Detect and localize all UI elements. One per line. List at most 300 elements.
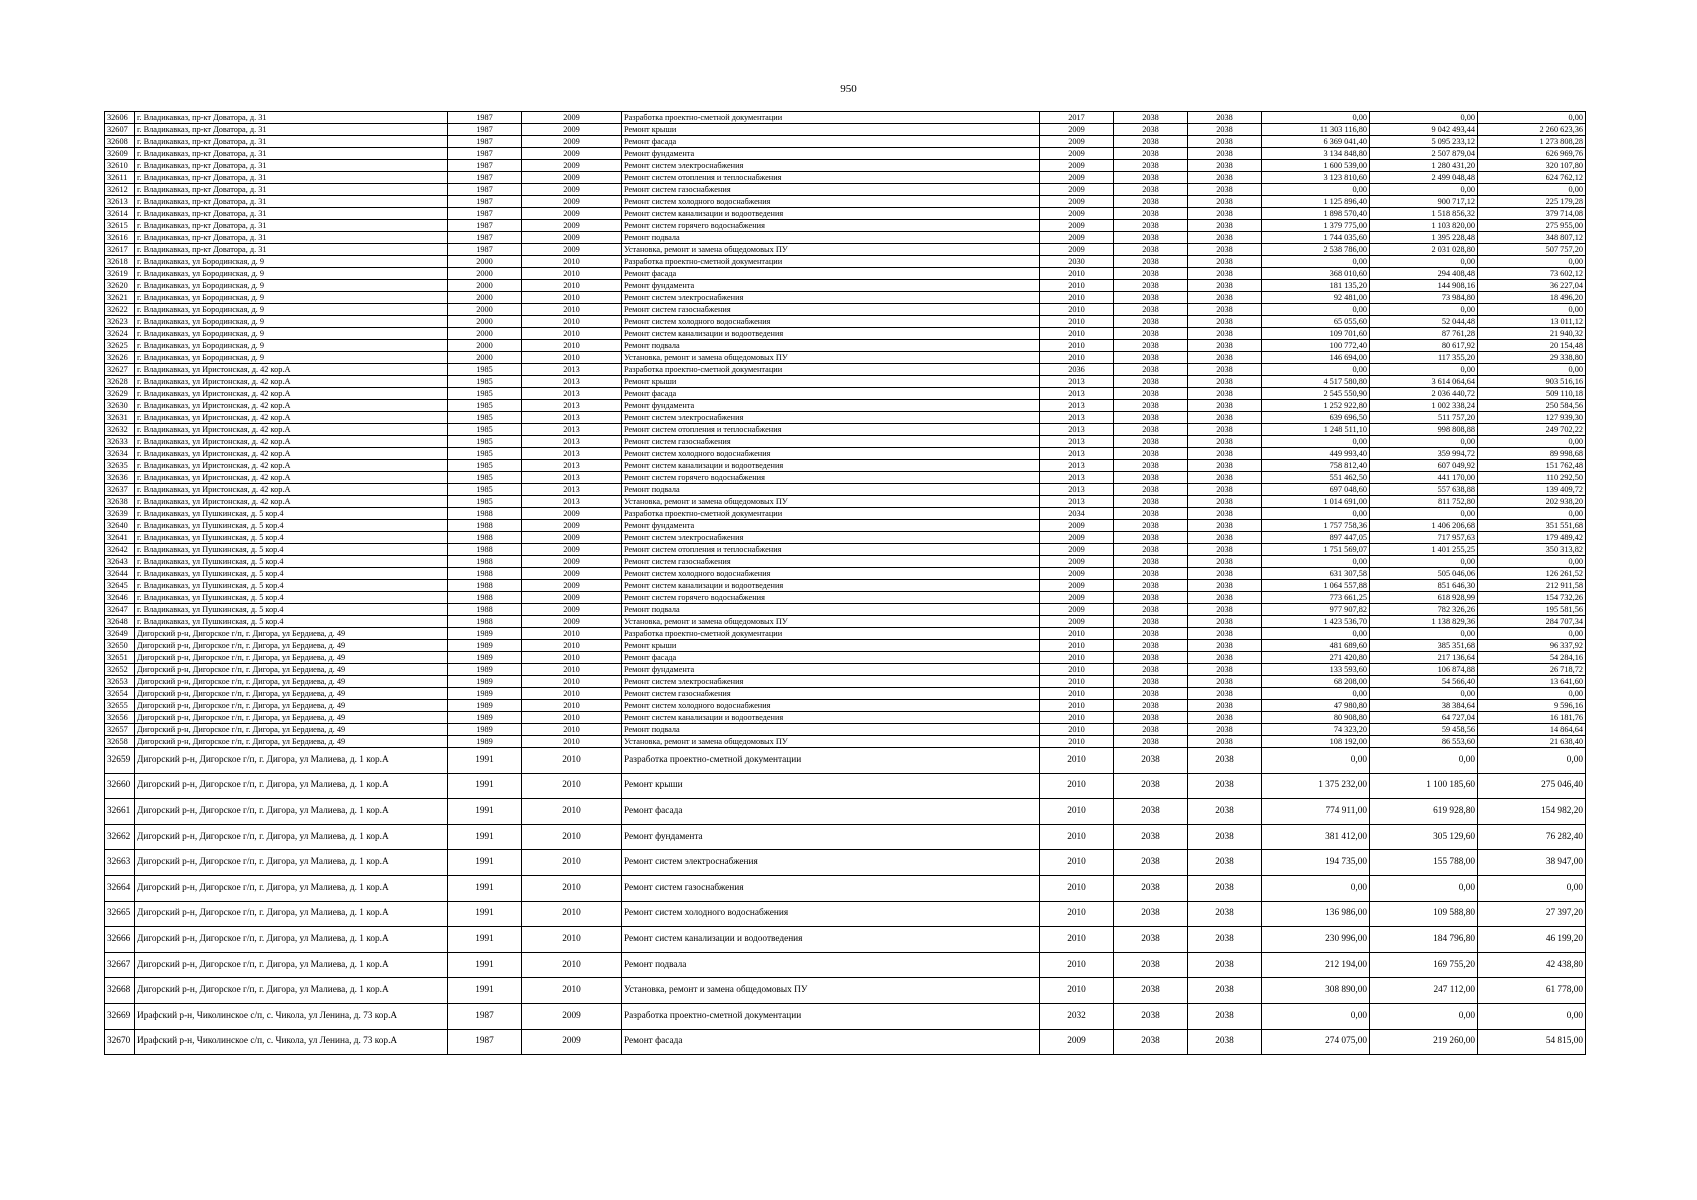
plan-year-mid-cell: 2038	[1114, 799, 1188, 825]
fund-amount-cell: 80 617,92	[1370, 340, 1478, 352]
table-row	[105, 412, 1586, 424]
work-type-cell: Ремонт подвала	[622, 724, 1040, 736]
total-cost-cell: 212 194,00	[1262, 952, 1370, 978]
total-cost-cell: 68 208,00	[1262, 676, 1370, 688]
build-year-cell: 1985	[448, 448, 522, 460]
work-type-cell: Ремонт фундамента	[622, 520, 1040, 532]
work-type-cell: Ремонт систем газоснабжения	[622, 436, 1040, 448]
table-row	[105, 112, 1586, 124]
plan-year-end-cell: 2038	[1188, 376, 1262, 388]
row-id-cell: 32658	[105, 736, 135, 748]
table-body	[105, 112, 1586, 1055]
build-year-cell: 1987	[448, 232, 522, 244]
last-repair-year-cell: 2010	[522, 724, 622, 736]
plan-year-mid-cell: 2038	[1114, 712, 1188, 724]
plan-year-mid-cell: 2038	[1114, 978, 1188, 1004]
owner-amount-cell: 350 313,82	[1478, 544, 1586, 556]
plan-year-start-cell: 2009	[1040, 184, 1114, 196]
plan-year-start-cell: 2009	[1040, 1029, 1114, 1055]
plan-year-start-cell: 2010	[1040, 676, 1114, 688]
plan-year-start-cell: 2013	[1040, 400, 1114, 412]
build-year-cell: 1987	[448, 124, 522, 136]
plan-year-mid-cell: 2038	[1114, 952, 1188, 978]
last-repair-year-cell: 2009	[522, 544, 622, 556]
plan-year-end-cell: 2038	[1188, 712, 1262, 724]
plan-year-start-cell: 2010	[1040, 304, 1114, 316]
owner-amount-cell: 212 911,58	[1478, 580, 1586, 592]
plan-year-start-cell: 2010	[1040, 640, 1114, 652]
plan-year-end-cell: 2038	[1188, 520, 1262, 532]
plan-year-end-cell: 2038	[1188, 112, 1262, 124]
total-cost-cell: 1 757 758,36	[1262, 520, 1370, 532]
fund-amount-cell: 9 042 493,44	[1370, 124, 1478, 136]
fund-amount-cell: 1 002 338,24	[1370, 400, 1478, 412]
row-id-cell: 32609	[105, 148, 135, 160]
table-row	[105, 628, 1586, 640]
table-row	[105, 244, 1586, 256]
last-repair-year-cell: 2009	[522, 1003, 622, 1029]
total-cost-cell: 897 447,05	[1262, 532, 1370, 544]
table-row	[105, 292, 1586, 304]
owner-amount-cell: 179 489,42	[1478, 532, 1586, 544]
fund-amount-cell: 1 406 206,68	[1370, 520, 1478, 532]
table-row	[105, 340, 1586, 352]
address-cell: г. Владикавказ, пр-кт Доватора, д. 31	[135, 112, 448, 124]
total-cost-cell: 2 545 550,90	[1262, 388, 1370, 400]
build-year-cell: 1988	[448, 604, 522, 616]
total-cost-cell: 551 462,50	[1262, 472, 1370, 484]
row-id-cell: 32641	[105, 532, 135, 544]
plan-year-mid-cell: 2038	[1114, 664, 1188, 676]
table-row	[105, 688, 1586, 700]
row-id-cell: 32647	[105, 604, 135, 616]
last-repair-year-cell: 2013	[522, 484, 622, 496]
plan-year-end-cell: 2038	[1188, 664, 1262, 676]
plan-year-mid-cell: 2038	[1114, 544, 1188, 556]
plan-year-mid-cell: 2038	[1114, 376, 1188, 388]
row-id-cell: 32629	[105, 388, 135, 400]
build-year-cell: 1988	[448, 580, 522, 592]
work-type-cell: Ремонт крыши	[622, 640, 1040, 652]
owner-amount-cell: 379 714,08	[1478, 208, 1586, 220]
address-cell: г. Владикавказ, ул Пушкинская, д. 5 кор.4	[135, 580, 448, 592]
last-repair-year-cell: 2010	[522, 256, 622, 268]
plan-year-mid-cell: 2038	[1114, 508, 1188, 520]
plan-year-end-cell: 2038	[1188, 748, 1262, 774]
last-repair-year-cell: 2010	[522, 773, 622, 799]
row-id-cell: 32644	[105, 568, 135, 580]
build-year-cell: 1991	[448, 978, 522, 1004]
row-id-cell: 32635	[105, 460, 135, 472]
build-year-cell: 1985	[448, 364, 522, 376]
owner-amount-cell: 509 110,18	[1478, 388, 1586, 400]
table-row	[105, 256, 1586, 268]
plan-year-mid-cell: 2038	[1114, 244, 1188, 256]
plan-year-mid-cell: 2038	[1114, 148, 1188, 160]
row-id-cell: 32620	[105, 280, 135, 292]
address-cell: г. Владикавказ, ул Иристонская, д. 42 кор.А	[135, 496, 448, 508]
table-row	[105, 978, 1586, 1004]
total-cost-cell: 92 481,00	[1262, 292, 1370, 304]
fund-amount-cell: 59 458,56	[1370, 724, 1478, 736]
plan-year-mid-cell: 2038	[1114, 364, 1188, 376]
last-repair-year-cell: 2013	[522, 424, 622, 436]
address-cell: г. Владикавказ, ул Бородинская, д. 9	[135, 280, 448, 292]
owner-amount-cell: 0,00	[1478, 184, 1586, 196]
plan-year-mid-cell: 2038	[1114, 256, 1188, 268]
table-row	[105, 676, 1586, 688]
owner-amount-cell: 127 939,30	[1478, 412, 1586, 424]
work-type-cell: Ремонт систем газоснабжения	[622, 184, 1040, 196]
address-cell: г. Владикавказ, ул Пушкинская, д. 5 кор.4	[135, 604, 448, 616]
owner-amount-cell: 18 496,20	[1478, 292, 1586, 304]
plan-year-end-cell: 2038	[1188, 628, 1262, 640]
owner-amount-cell: 21 638,40	[1478, 736, 1586, 748]
plan-year-end-cell: 2038	[1188, 592, 1262, 604]
plan-year-mid-cell: 2038	[1114, 724, 1188, 736]
owner-amount-cell: 195 581,56	[1478, 604, 1586, 616]
plan-year-mid-cell: 2038	[1114, 580, 1188, 592]
plan-year-end-cell: 2038	[1188, 232, 1262, 244]
fund-amount-cell: 0,00	[1370, 256, 1478, 268]
plan-year-end-cell: 2038	[1188, 508, 1262, 520]
address-cell: г. Владикавказ, ул Бородинская, д. 9	[135, 352, 448, 364]
address-cell: г. Владикавказ, пр-кт Доватора, д. 31	[135, 208, 448, 220]
plan-year-mid-cell: 2038	[1114, 532, 1188, 544]
owner-amount-cell: 0,00	[1478, 304, 1586, 316]
plan-year-end-cell: 2038	[1188, 352, 1262, 364]
plan-year-mid-cell: 2038	[1114, 628, 1188, 640]
last-repair-year-cell: 2010	[522, 748, 622, 774]
fund-amount-cell: 217 136,64	[1370, 652, 1478, 664]
row-id-cell: 32637	[105, 484, 135, 496]
work-type-cell: Ремонт систем канализации и водоотведения	[622, 712, 1040, 724]
build-year-cell: 1989	[448, 652, 522, 664]
fund-amount-cell: 811 752,80	[1370, 496, 1478, 508]
address-cell: Дигорский р-н, Дигорское г/п, г. Дигора, ул Бердиева, д. 49	[135, 676, 448, 688]
work-type-cell: Ремонт систем холодного водоснабжения	[622, 316, 1040, 328]
build-year-cell: 1985	[448, 484, 522, 496]
fund-amount-cell: 2 507 879,04	[1370, 148, 1478, 160]
table-row	[105, 196, 1586, 208]
work-type-cell: Ремонт фундамента	[622, 664, 1040, 676]
total-cost-cell: 1 744 035,60	[1262, 232, 1370, 244]
work-type-cell: Ремонт систем газоснабжения	[622, 304, 1040, 316]
plan-year-end-cell: 2038	[1188, 1003, 1262, 1029]
table-row	[105, 208, 1586, 220]
row-id-cell: 32663	[105, 850, 135, 876]
work-type-cell: Разработка проектно-сметной документации	[622, 1003, 1040, 1029]
work-type-cell: Ремонт систем электроснабжения	[622, 292, 1040, 304]
build-year-cell: 1991	[448, 748, 522, 774]
plan-year-end-cell: 2038	[1188, 901, 1262, 927]
last-repair-year-cell: 2009	[522, 532, 622, 544]
table-row	[105, 664, 1586, 676]
row-id-cell: 32619	[105, 268, 135, 280]
table-row	[105, 952, 1586, 978]
plan-year-end-cell: 2038	[1188, 256, 1262, 268]
address-cell: г. Владикавказ, ул Пушкинская, д. 5 кор.4	[135, 544, 448, 556]
fund-amount-cell: 0,00	[1370, 112, 1478, 124]
table-row	[105, 352, 1586, 364]
address-cell: г. Владикавказ, пр-кт Доватора, д. 31	[135, 196, 448, 208]
fund-amount-cell: 717 957,63	[1370, 532, 1478, 544]
work-type-cell: Ремонт систем канализации и водоотведения	[622, 580, 1040, 592]
fund-amount-cell: 2 036 440,72	[1370, 388, 1478, 400]
row-id-cell: 32631	[105, 412, 135, 424]
plan-year-mid-cell: 2038	[1114, 196, 1188, 208]
build-year-cell: 2000	[448, 268, 522, 280]
fund-amount-cell: 557 638,88	[1370, 484, 1478, 496]
work-type-cell: Ремонт подвала	[622, 484, 1040, 496]
build-year-cell: 1985	[448, 376, 522, 388]
table-row	[105, 652, 1586, 664]
owner-amount-cell: 42 438,80	[1478, 952, 1586, 978]
plan-year-start-cell: 2009	[1040, 556, 1114, 568]
plan-year-mid-cell: 2038	[1114, 484, 1188, 496]
address-cell: г. Владикавказ, пр-кт Доватора, д. 31	[135, 172, 448, 184]
address-cell: г. Владикавказ, ул Бородинская, д. 9	[135, 292, 448, 304]
row-id-cell: 32657	[105, 724, 135, 736]
build-year-cell: 2000	[448, 280, 522, 292]
plan-year-end-cell: 2038	[1188, 952, 1262, 978]
table-row	[105, 1029, 1586, 1055]
plan-year-start-cell: 2009	[1040, 160, 1114, 172]
address-cell: г. Владикавказ, ул Иристонская, д. 42 кор.А	[135, 484, 448, 496]
owner-amount-cell: 249 702,22	[1478, 424, 1586, 436]
build-year-cell: 1989	[448, 688, 522, 700]
fund-amount-cell: 1 103 820,00	[1370, 220, 1478, 232]
address-cell: г. Владикавказ, ул Пушкинская, д. 5 кор.4	[135, 520, 448, 532]
build-year-cell: 1985	[448, 496, 522, 508]
last-repair-year-cell: 2009	[522, 580, 622, 592]
build-year-cell: 1987	[448, 112, 522, 124]
row-id-cell: 32640	[105, 520, 135, 532]
total-cost-cell: 0,00	[1262, 304, 1370, 316]
fund-amount-cell: 52 044,48	[1370, 316, 1478, 328]
row-id-cell: 32627	[105, 364, 135, 376]
plan-year-mid-cell: 2038	[1114, 184, 1188, 196]
last-repair-year-cell: 2009	[522, 604, 622, 616]
build-year-cell: 1987	[448, 1029, 522, 1055]
owner-amount-cell: 0,00	[1478, 556, 1586, 568]
fund-amount-cell: 1 518 856,32	[1370, 208, 1478, 220]
table-row	[105, 736, 1586, 748]
table-row	[105, 532, 1586, 544]
plan-year-end-cell: 2038	[1188, 640, 1262, 652]
plan-year-mid-cell: 2038	[1114, 700, 1188, 712]
plan-year-start-cell: 2009	[1040, 592, 1114, 604]
owner-amount-cell: 202 938,20	[1478, 496, 1586, 508]
work-type-cell: Установка, ремонт и замена общедомовых ПУ	[622, 978, 1040, 1004]
build-year-cell: 1989	[448, 640, 522, 652]
total-cost-cell: 80 908,80	[1262, 712, 1370, 724]
plan-year-mid-cell: 2038	[1114, 736, 1188, 748]
last-repair-year-cell: 2010	[522, 628, 622, 640]
work-type-cell: Ремонт систем электроснабжения	[622, 532, 1040, 544]
total-cost-cell: 1 064 557,88	[1262, 580, 1370, 592]
fund-amount-cell: 169 755,20	[1370, 952, 1478, 978]
last-repair-year-cell: 2009	[522, 556, 622, 568]
address-cell: г. Владикавказ, пр-кт Доватора, д. 31	[135, 148, 448, 160]
last-repair-year-cell: 2010	[522, 978, 622, 1004]
fund-amount-cell: 0,00	[1370, 875, 1478, 901]
table-row	[105, 316, 1586, 328]
table-row	[105, 556, 1586, 568]
work-type-cell: Ремонт крыши	[622, 124, 1040, 136]
plan-year-mid-cell: 2038	[1114, 220, 1188, 232]
plan-year-mid-cell: 2038	[1114, 748, 1188, 774]
repair-schedule-table	[104, 111, 1586, 1055]
table-row	[105, 220, 1586, 232]
row-id-cell: 32643	[105, 556, 135, 568]
plan-year-end-cell: 2038	[1188, 978, 1262, 1004]
table-row	[105, 901, 1586, 927]
plan-year-start-cell: 2010	[1040, 316, 1114, 328]
row-id-cell: 32654	[105, 688, 135, 700]
fund-amount-cell: 117 355,20	[1370, 352, 1478, 364]
work-type-cell: Установка, ремонт и замена общедомовых ПУ	[622, 496, 1040, 508]
last-repair-year-cell: 2010	[522, 292, 622, 304]
total-cost-cell: 3 123 810,60	[1262, 172, 1370, 184]
address-cell: Дигорский р-н, Дигорское г/п, г. Дигора, ул Малиева, д. 1 кор.А	[135, 773, 448, 799]
fund-amount-cell: 0,00	[1370, 628, 1478, 640]
plan-year-end-cell: 2038	[1188, 124, 1262, 136]
last-repair-year-cell: 2010	[522, 927, 622, 953]
build-year-cell: 1989	[448, 676, 522, 688]
fund-amount-cell: 1 100 185,60	[1370, 773, 1478, 799]
last-repair-year-cell: 2013	[522, 412, 622, 424]
owner-amount-cell: 76 282,40	[1478, 824, 1586, 850]
address-cell: г. Владикавказ, ул Иристонская, д. 42 кор.А	[135, 376, 448, 388]
plan-year-mid-cell: 2038	[1114, 316, 1188, 328]
total-cost-cell: 2 538 786,00	[1262, 244, 1370, 256]
last-repair-year-cell: 2010	[522, 640, 622, 652]
address-cell: Дигорский р-н, Дигорское г/п, г. Дигора, ул Малиева, д. 1 кор.А	[135, 824, 448, 850]
last-repair-year-cell: 2010	[522, 688, 622, 700]
table-row	[105, 268, 1586, 280]
plan-year-start-cell: 2010	[1040, 280, 1114, 292]
address-cell: г. Владикавказ, ул Пушкинская, д. 5 кор.4	[135, 532, 448, 544]
fund-amount-cell: 385 351,68	[1370, 640, 1478, 652]
plan-year-mid-cell: 2038	[1114, 352, 1188, 364]
fund-amount-cell: 618 928,99	[1370, 592, 1478, 604]
owner-amount-cell: 320 107,80	[1478, 160, 1586, 172]
work-type-cell: Ремонт систем канализации и водоотведения	[622, 208, 1040, 220]
total-cost-cell: 230 996,00	[1262, 927, 1370, 953]
work-type-cell: Разработка проектно-сметной документации	[622, 628, 1040, 640]
total-cost-cell: 0,00	[1262, 364, 1370, 376]
row-id-cell: 32650	[105, 640, 135, 652]
table-row	[105, 304, 1586, 316]
row-id-cell: 32607	[105, 124, 135, 136]
table-row	[105, 520, 1586, 532]
plan-year-start-cell: 2010	[1040, 799, 1114, 825]
plan-year-end-cell: 2038	[1188, 1029, 1262, 1055]
last-repair-year-cell: 2010	[522, 280, 622, 292]
plan-year-mid-cell: 2038	[1114, 688, 1188, 700]
plan-year-mid-cell: 2038	[1114, 328, 1188, 340]
build-year-cell: 1985	[448, 400, 522, 412]
last-repair-year-cell: 2009	[522, 136, 622, 148]
work-type-cell: Ремонт фасада	[622, 388, 1040, 400]
last-repair-year-cell: 2010	[522, 652, 622, 664]
owner-amount-cell: 46 199,20	[1478, 927, 1586, 953]
work-type-cell: Разработка проектно-сметной документации	[622, 364, 1040, 376]
address-cell: Дигорский р-н, Дигорское г/п, г. Дигора, ул Бердиева, д. 49	[135, 640, 448, 652]
owner-amount-cell: 54 284,16	[1478, 652, 1586, 664]
plan-year-mid-cell: 2038	[1114, 1029, 1188, 1055]
table-row	[105, 508, 1586, 520]
work-type-cell: Ремонт систем газоснабжения	[622, 688, 1040, 700]
plan-year-mid-cell: 2038	[1114, 616, 1188, 628]
last-repair-year-cell: 2009	[522, 124, 622, 136]
fund-amount-cell: 54 566,40	[1370, 676, 1478, 688]
build-year-cell: 1991	[448, 952, 522, 978]
owner-amount-cell: 36 227,04	[1478, 280, 1586, 292]
row-id-cell: 32667	[105, 952, 135, 978]
plan-year-mid-cell: 2038	[1114, 340, 1188, 352]
build-year-cell: 1987	[448, 148, 522, 160]
last-repair-year-cell: 2009	[522, 172, 622, 184]
plan-year-start-cell: 2009	[1040, 220, 1114, 232]
plan-year-mid-cell: 2038	[1114, 472, 1188, 484]
work-type-cell: Ремонт крыши	[622, 376, 1040, 388]
total-cost-cell: 481 689,60	[1262, 640, 1370, 652]
plan-year-end-cell: 2038	[1188, 736, 1262, 748]
plan-year-mid-cell: 2038	[1114, 875, 1188, 901]
plan-year-end-cell: 2038	[1188, 532, 1262, 544]
plan-year-end-cell: 2038	[1188, 184, 1262, 196]
last-repair-year-cell: 2009	[522, 220, 622, 232]
owner-amount-cell: 14 864,64	[1478, 724, 1586, 736]
total-cost-cell: 109 701,60	[1262, 328, 1370, 340]
address-cell: Дигорский р-н, Дигорское г/п, г. Дигора, ул Бердиева, д. 49	[135, 712, 448, 724]
address-cell: г. Владикавказ, ул Иристонская, д. 42 кор.А	[135, 460, 448, 472]
total-cost-cell: 0,00	[1262, 875, 1370, 901]
work-type-cell: Ремонт систем электроснабжения	[622, 850, 1040, 876]
address-cell: г. Владикавказ, ул Бородинская, д. 9	[135, 268, 448, 280]
address-cell: Ирафский р-н, Чиколинское с/п, с. Чикола, ул Ленина, д. 73 кор.А	[135, 1029, 448, 1055]
row-id-cell: 32611	[105, 172, 135, 184]
fund-amount-cell: 247 112,00	[1370, 978, 1478, 1004]
plan-year-end-cell: 2038	[1188, 280, 1262, 292]
plan-year-start-cell: 2013	[1040, 496, 1114, 508]
fund-amount-cell: 38 384,64	[1370, 700, 1478, 712]
plan-year-end-cell: 2038	[1188, 172, 1262, 184]
owner-amount-cell: 0,00	[1478, 508, 1586, 520]
plan-year-start-cell: 2034	[1040, 508, 1114, 520]
plan-year-start-cell: 2010	[1040, 268, 1114, 280]
plan-year-end-cell: 2038	[1188, 448, 1262, 460]
plan-year-end-cell: 2038	[1188, 568, 1262, 580]
plan-year-end-cell: 2038	[1188, 824, 1262, 850]
plan-year-end-cell: 2038	[1188, 676, 1262, 688]
plan-year-start-cell: 2013	[1040, 472, 1114, 484]
owner-amount-cell: 29 338,80	[1478, 352, 1586, 364]
table-row	[105, 184, 1586, 196]
last-repair-year-cell: 2013	[522, 364, 622, 376]
work-type-cell: Ремонт подвала	[622, 232, 1040, 244]
build-year-cell: 1989	[448, 628, 522, 640]
row-id-cell: 32630	[105, 400, 135, 412]
plan-year-end-cell: 2038	[1188, 544, 1262, 556]
address-cell: Дигорский р-н, Дигорское г/п, г. Дигора, ул Малиева, д. 1 кор.А	[135, 850, 448, 876]
owner-amount-cell: 13 011,12	[1478, 316, 1586, 328]
plan-year-end-cell: 2038	[1188, 604, 1262, 616]
last-repair-year-cell: 2009	[522, 232, 622, 244]
plan-year-end-cell: 2038	[1188, 136, 1262, 148]
